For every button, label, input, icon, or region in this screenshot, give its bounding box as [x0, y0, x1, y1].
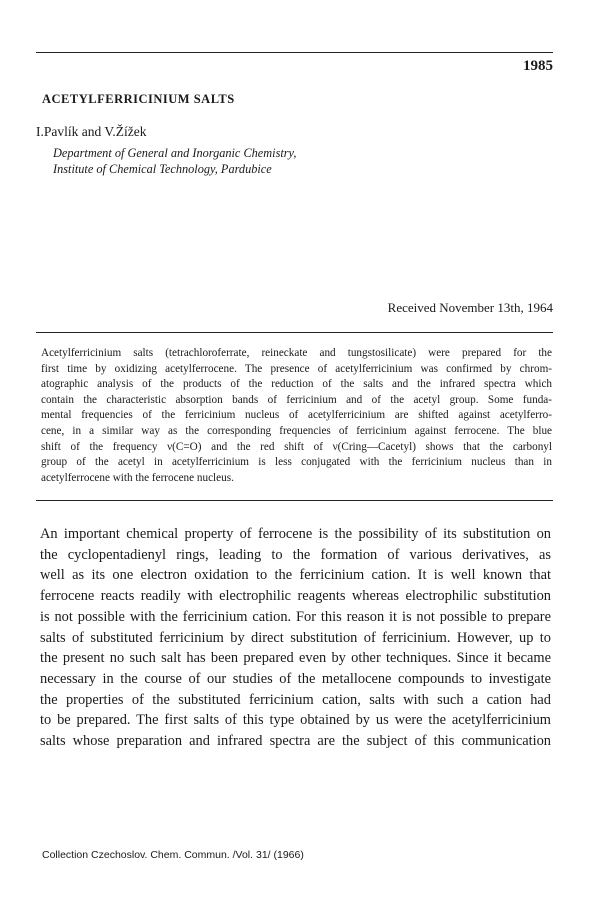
- article-title: ACETYLFERRICINIUM SALTS: [42, 92, 235, 106]
- article-affiliation: [53, 145, 296, 177]
- abstract-bottom-rule: [36, 500, 553, 501]
- abstract-top-rule: [36, 332, 553, 333]
- abstract-line: group of the acetyl in acetylferricinium is less conjugated with the ferricinium nucleus than in: [41, 456, 552, 469]
- abstract-line: contain the characteristic absorption bands of ferricinium and of the acetyl group. Some funda-: [41, 393, 552, 406]
- body-line: An important chemical property of ferrocene is the possibility of its substitution on: [40, 526, 551, 542]
- abstract-line: Acetylferricinium salts (tetrachloroferrate, reineckate and tungstosilicate) were prepared for the: [41, 347, 552, 359]
- abstract: [41, 346, 552, 486]
- body-line: to be prepared. The first salts of this type obtained by us were the acetylferricinium: [40, 712, 551, 729]
- abstract-line: acetylferrocene with the ferrocene nucleus.: [41, 471, 234, 484]
- abstract-line: first time by oxidizing acetylferrocene. The presence of acetylferricinium was confirmed by chrom-: [41, 362, 552, 375]
- abstract-line: atographic analysis of the products of the reduction of the salts and the infrared spectra which: [41, 378, 552, 391]
- body-line: salts of substituted ferricinium by direct substitution of ferricinium. However, up to: [40, 629, 551, 646]
- body-line: the present no such salt has been prepared even by other techniques. Since it became: [40, 650, 551, 667]
- body-line: ferrocene reacts readily with electrophilic reagents whereas electrophilic substitution: [40, 588, 551, 605]
- body-text: [40, 524, 551, 752]
- abstract-line: cene, in a similar way as the corresponding frequencies of ferricinium against ferrocene. The blue: [41, 424, 552, 437]
- article-authors: I.Pavlík and V.Žížek: [36, 124, 147, 139]
- abstract-line: mental frequencies of the ferricinium nucleus of acetylferricinium are shifted against acetylferro-: [41, 409, 552, 422]
- header-rule: [36, 52, 553, 53]
- page-number: 1985: [523, 58, 553, 74]
- body-line: is not possible with the ferricinium cation. For this reason it is not possible to prepare: [40, 608, 551, 625]
- body-line: well as its one electron oxidation to the ferricinium cation. It is well known that: [40, 567, 551, 584]
- affiliation-line: Department of General and Inorganic Chemistry,: [53, 146, 297, 160]
- journal-citation: Collection Czechoslov. Chem. Commun. /Vol. 31/ (1966): [42, 849, 304, 861]
- body-line: salts whose preparation and infrared spectra are the subject of this communication: [40, 733, 551, 750]
- abstract-line: shift of the frequency ν(C=O) and the red shift of ν(Cring—Cacetyl) shows that the carbonyl: [41, 440, 552, 453]
- body-line: necessary in the course of our studies of the metallocene compounds to investigate: [40, 670, 551, 687]
- affiliation-line: Institute of Chemical Technology, Pardubice: [53, 162, 272, 176]
- body-line: the cyclopentadienyl rings, leading to the formation of various derivatives, as: [40, 546, 551, 563]
- received-date: Received November 13th, 1964: [387, 300, 553, 315]
- body-line: the properties of the substituted ferricinium cation, salts with such a cation had: [40, 691, 551, 708]
